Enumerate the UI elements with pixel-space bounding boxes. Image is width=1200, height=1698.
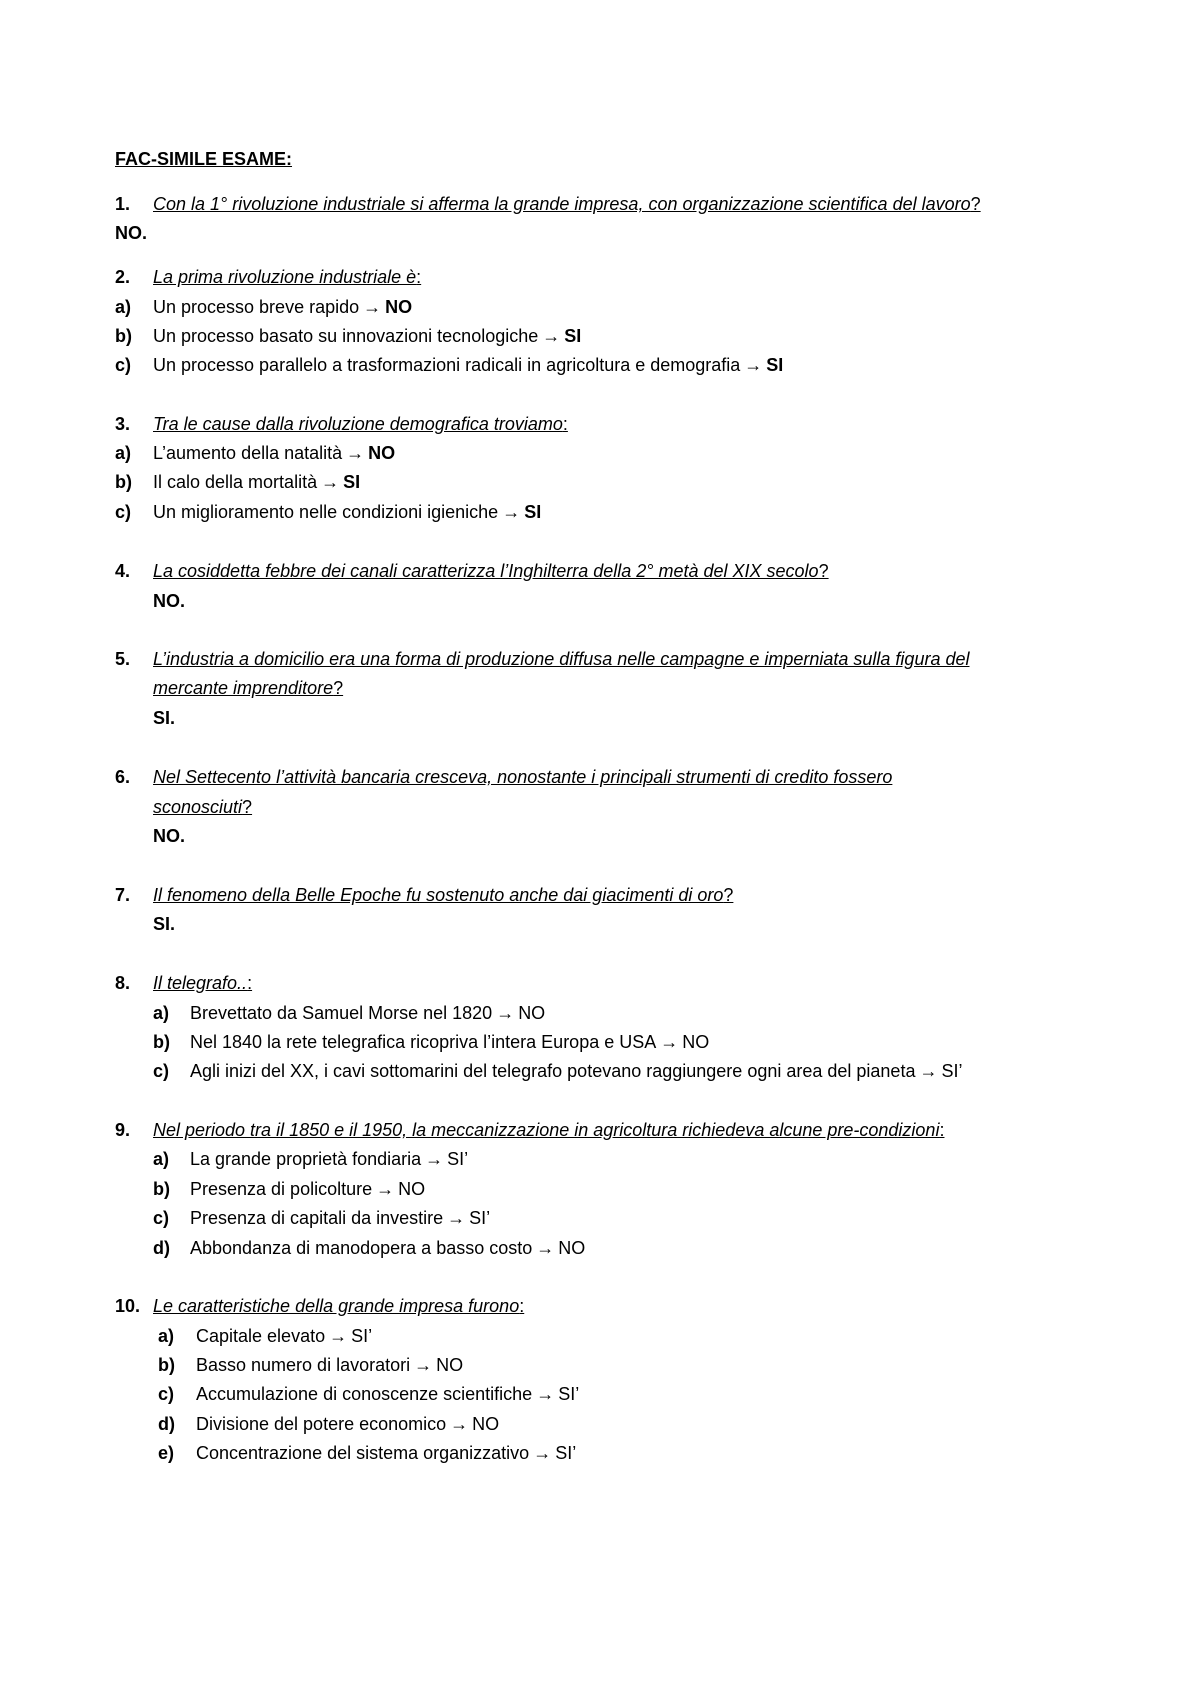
arrow-right-icon: → <box>321 472 340 492</box>
option-text: Nel 1840 la rete telegrafica ricopriva l’intera Europa e USA → NO <box>190 1032 710 1052</box>
question-text: Le caratteristiche della grande impresa furono: <box>153 1296 525 1316</box>
option-text: Divisione del potere economico → NO <box>196 1414 500 1434</box>
question-text-continued: sconosciuti? <box>153 797 253 817</box>
option-text: Un processo breve rapido → NO <box>153 297 413 317</box>
question-number: 8. <box>115 973 131 993</box>
arrow-right-icon: → <box>363 297 382 317</box>
arrow-right-icon: → <box>346 443 365 463</box>
option-letter: a) <box>115 443 132 463</box>
question-answer: NO. <box>153 826 186 846</box>
question-text: Con la 1° rivoluzione industriale si afferma la grande impresa, con organizzazione scientifica del lavoro? <box>153 194 981 214</box>
question-number: 1. <box>115 194 131 214</box>
question-number: 10. <box>115 1296 141 1316</box>
arrow-right-icon: → <box>542 326 561 346</box>
option-text: La grande proprietà fondiaria → SI’ <box>190 1149 469 1169</box>
option-text: Un processo basato su innovazioni tecnologiche → SI <box>153 326 582 346</box>
question-number: 5. <box>115 649 131 669</box>
option-letter: a) <box>158 1326 175 1346</box>
question-text: Tra le cause dalla rivoluzione demografica troviamo: <box>153 414 568 434</box>
question-answer: NO. <box>153 591 186 611</box>
question-number: 2. <box>115 267 131 287</box>
question-number: 6. <box>115 767 131 787</box>
question-answer: SI. <box>153 708 176 728</box>
option-letter: d) <box>153 1238 170 1258</box>
question-text-continued: mercante imprenditore? <box>153 678 344 698</box>
arrow-right-icon: → <box>450 1414 469 1434</box>
option-letter: a) <box>153 1003 170 1023</box>
option-letter: c) <box>153 1208 170 1228</box>
option-letter: c) <box>153 1061 170 1081</box>
option-letter: e) <box>158 1443 175 1463</box>
arrow-right-icon: → <box>536 1238 555 1258</box>
question-answer: SI. <box>153 914 176 934</box>
option-text: Basso numero di lavoratori → NO <box>196 1355 464 1375</box>
question-text: Il telegrafo..: <box>153 973 253 993</box>
arrow-right-icon: → <box>744 355 763 375</box>
page-title: FAC-SIMILE ESAME: <box>115 149 293 169</box>
arrow-right-icon: → <box>496 1003 515 1023</box>
option-letter: c) <box>115 502 132 522</box>
option-text: Concentrazione del sistema organizzativo → SI’ <box>196 1443 577 1463</box>
option-text: Il calo della mortalità → SI <box>153 472 361 492</box>
option-text: Presenza di policolture → NO <box>190 1179 426 1199</box>
question-text: Nel periodo tra il 1850 e il 1950, la meccanizzazione in agricoltura richiedeva alcune pre-condizioni: <box>153 1120 945 1140</box>
option-letter: b) <box>153 1032 170 1052</box>
option-text: Presenza di capitali da investire → SI’ <box>190 1208 491 1228</box>
option-letter: c) <box>115 355 132 375</box>
option-letter: b) <box>115 472 132 492</box>
option-letter: b) <box>158 1355 175 1375</box>
option-letter: c) <box>158 1384 175 1404</box>
question-text: Il fenomeno della Belle Epoche fu sostenuto anche dai giacimenti di oro? <box>153 885 734 905</box>
arrow-right-icon: → <box>329 1326 348 1346</box>
option-letter: a) <box>153 1149 170 1169</box>
option-text: Capitale elevato → SI’ <box>196 1326 373 1346</box>
option-text: Accumulazione di conoscenze scientifiche → SI’ <box>196 1384 580 1404</box>
question-text: Nel Settecento l’attività bancaria cresceva, nonostante i principali strumenti di credito fossero <box>153 767 893 787</box>
option-letter: d) <box>158 1414 175 1434</box>
option-text: Brevettato da Samuel Morse nel 1820 → NO <box>190 1003 546 1023</box>
arrow-right-icon: → <box>502 502 521 522</box>
question-number: 9. <box>115 1120 131 1140</box>
arrow-right-icon: → <box>533 1443 552 1463</box>
arrow-right-icon: → <box>447 1208 466 1228</box>
question-number: 3. <box>115 414 131 434</box>
arrow-right-icon: → <box>425 1149 444 1169</box>
arrow-right-icon: → <box>660 1032 679 1052</box>
arrow-right-icon: → <box>376 1179 395 1199</box>
question-answer: NO. <box>115 223 148 243</box>
question-text: L’industria a domicilio era una forma di produzione diffusa nelle campagne e imperniata sulla figura del <box>153 649 970 669</box>
arrow-right-icon: → <box>919 1061 938 1081</box>
option-text: Abbondanza di manodopera a basso costo → NO <box>190 1238 586 1258</box>
option-text: L’aumento della natalità → NO <box>153 443 396 463</box>
option-letter: a) <box>115 297 132 317</box>
option-text: Un miglioramento nelle condizioni igieniche → SI <box>153 502 542 522</box>
arrow-right-icon: → <box>414 1355 433 1375</box>
option-text: Agli inizi del XX, i cavi sottomarini del telegrafo potevano raggiungere ogni area del pianeta → SI’ <box>190 1061 963 1081</box>
arrow-right-icon: → <box>536 1384 555 1404</box>
question-text: La prima rivoluzione industriale è: <box>153 267 422 287</box>
option-letter: b) <box>153 1179 170 1199</box>
option-text: Un processo parallelo a trasformazioni radicali in agricoltura e demografia → SI <box>153 355 784 375</box>
question-number: 4. <box>115 561 131 581</box>
question-number: 7. <box>115 885 131 905</box>
option-letter: b) <box>115 326 132 346</box>
question-text: La cosiddetta febbre dei canali caratterizza l’Inghilterra della 2° metà del XIX secolo? <box>153 561 829 581</box>
